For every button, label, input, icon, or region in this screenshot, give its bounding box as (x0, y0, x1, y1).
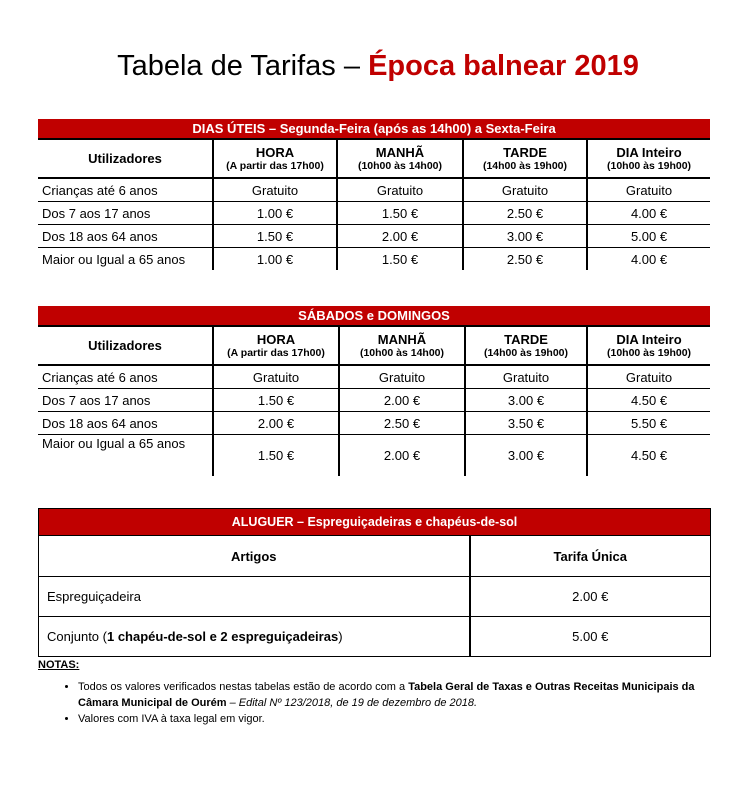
header-users: Utilizadores (38, 139, 213, 178)
weekday-tariff-table (38, 119, 710, 270)
table-row: Maior ou Igual a 65 anos 1.50 € 2.00 € 3.00 € 4.50 € (38, 435, 710, 477)
table-row: Crianças até 6 anos Gratuito Gratuito Gratuito Gratuito (38, 178, 710, 202)
header-tarde: TARDE (14h00 às 19h00) (463, 139, 587, 178)
header-manha: MANHÃ (10h00 às 14h00) (337, 139, 463, 178)
weekend-header-row (38, 326, 710, 365)
rental-table (38, 508, 711, 657)
header-hora: HORA (A partir das 17h00) (213, 326, 339, 365)
table-row: Conjunto (1 chapéu-de-sol e 2 espreguiçadeiras) 5.00 € (39, 617, 711, 657)
header-tarifa-unica: Tarifa Única (470, 536, 711, 577)
notes-section (38, 657, 728, 727)
table-row: Dos 18 aos 64 anos 1.50 € 2.00 € 3.00 € 5.00 € (38, 225, 710, 248)
weekday-banner: DIAS ÚTEIS – Segunda-Feira (após as 14h00) a Sexta-Feira (38, 119, 710, 139)
weekday-header-row (38, 139, 710, 178)
table-row: Dos 7 aos 17 anos 1.50 € 2.00 € 3.00 € 4.50 € (38, 389, 710, 412)
rental-header-row (39, 536, 711, 577)
table-row: Dos 18 aos 64 anos 2.00 € 2.50 € 3.50 € 5.50 € (38, 412, 710, 435)
page-title (0, 50, 756, 83)
title-highlight: Época balnear 2019 (368, 50, 639, 82)
notes-title: NOTAS: (38, 659, 80, 671)
table-row: Crianças até 6 anos Gratuito Gratuito Gratuito Gratuito (38, 365, 710, 389)
weekend-banner: SÁBADOS e DOMINGOS (38, 306, 710, 326)
weekend-tariff-table (38, 306, 710, 476)
header-dia-inteiro: DIA Inteiro (10h00 às 19h00) (587, 326, 710, 365)
notes-list (38, 679, 728, 727)
table-row: Dos 7 aos 17 anos 1.00 € 1.50 € 2.50 € 4.00 € (38, 202, 710, 225)
table-row: Maior ou Igual a 65 anos 1.00 € 1.50 € 2.50 € 4.00 € (38, 248, 710, 271)
header-artigos: Artigos (39, 536, 470, 577)
header-dia-inteiro: DIA Inteiro (10h00 às 19h00) (587, 139, 710, 178)
rental-banner: ALUGUER – Espreguiçadeiras e chapéus-de-sol (39, 509, 711, 536)
header-tarde: TARDE (14h00 às 19h00) (465, 326, 587, 365)
note-item: • Todos os valores verificados nestas tabelas estão de acordo com a Tabela Geral de Taxas e Outras Receitas Municipais da Câmara Municipal de Ourém – Edital Nº 123/2018, de 19 de dezembro de 2018. (78, 679, 728, 711)
header-users: Utilizadores (38, 326, 213, 365)
title-prefix: Tabela de Tarifas – (117, 50, 369, 82)
header-hora: HORA (A partir das 17h00) (213, 139, 337, 178)
table-row: Espreguiçadeira 2.00 € (39, 577, 711, 617)
note-item: • Valores com IVA à taxa legal em vigor. (78, 711, 728, 727)
header-manha: MANHÃ (10h00 às 14h00) (339, 326, 465, 365)
